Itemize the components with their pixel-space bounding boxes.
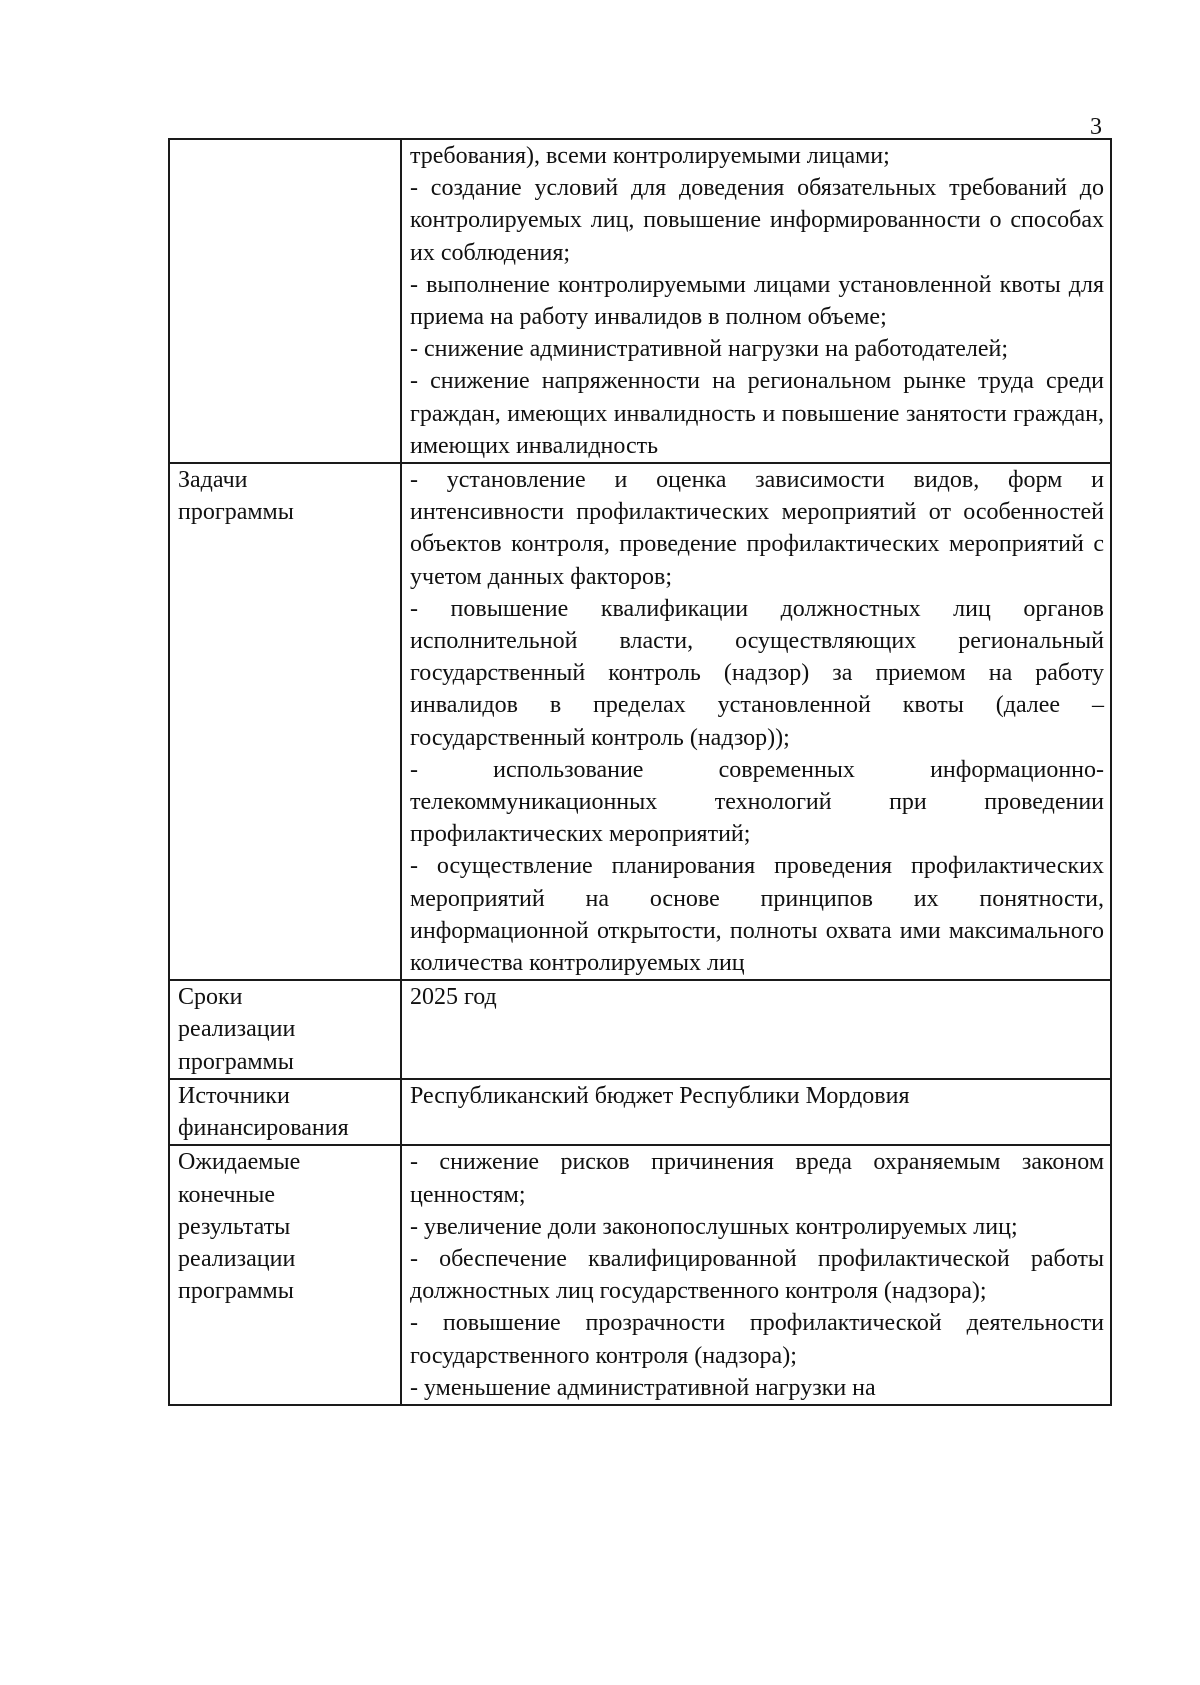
list-item: - использование современных информационно-телекоммуникационных технологий при проведении профилактических мероприятий; [410,756,1104,848]
row-label-line: программы [178,1048,294,1075]
list-item: - повышение прозрачности профилактической деятельности государственного контроля (надзора); [410,1310,1104,1369]
row-label-line: реализации [178,1245,296,1272]
list-item: Республиканский бюджет Республики Мордовия [410,1082,910,1109]
list-item: требования), всеми контролируемыми лицами; [410,143,890,169]
list-item: - установление и оценка зависимости видов, форм и интенсивности профилактических мероприятий от особенностей объектов контроля, проведение профилактических мероприятий с учетом данных факторов; [410,467,1104,590]
row-label [169,463,401,980]
page-number: 3 [1090,114,1102,140]
row-label-line: Сроки [178,984,243,1011]
row-label-line: результаты [178,1213,291,1240]
row-label-line: реализации [178,1016,296,1043]
table-row-tasks [169,463,1111,980]
row-label [169,1079,401,1145]
list-item: - обеспечение квалифицированной профилактической работы должностных лиц государственного контроля (надзора); [410,1245,1104,1305]
row-label [169,1145,401,1405]
table-row-expected-results [169,1145,1111,1405]
row-label [169,980,401,1079]
list-item: - выполнение контролируемыми лицами установленной квоты для приема на работу инвалидов в полном объеме; [410,271,1104,331]
row-label [169,139,401,463]
row-value [401,463,1111,980]
list-item: - создание условий для доведения обязательных требований до контролируемых лиц, повышение информированности о способах их соблюдения; [410,175,1104,266]
row-value [401,139,1111,463]
table-row-timeframe [169,980,1111,1079]
program-passport-table [168,138,1112,1406]
row-label-line: Задачи [178,467,248,494]
row-label-line: финансирования [178,1115,349,1142]
row-value [401,1079,1111,1145]
list-item: - осуществление планирования проведения профилактических мероприятий на основе принципов их понятности, информационной открытости, полноты охвата ими максимального количества контролируемых лиц [410,853,1104,977]
row-value [401,980,1111,1079]
table-row-funding [169,1079,1111,1145]
list-item: - снижение рисков причинения вреда охраняемым законом ценностям; [410,1149,1104,1208]
list-item: 2025 год [410,984,497,1011]
list-item: - снижение напряженности на региональном рынке труда среди граждан, имеющих инвалидность и повышение занятости граждан, имеющих инвалидность [410,368,1104,459]
list-item: - повышение квалификации должностных лиц органов исполнительной власти, осуществляющих региональный государственный контроль (надзор) за приемом на работу инвалидов в пределах установленной квоты (далее – государственный контроль (надзор)); [410,595,1104,751]
row-label-line: Источники [178,1082,290,1109]
row-label-line: программы [178,1278,294,1305]
row-label-line: конечные [178,1181,276,1208]
row-value [401,1145,1111,1405]
table-row-goals-continued [169,139,1111,463]
list-item: - снижение административной нагрузки на работодателей; [410,336,1009,363]
list-item: - увеличение доли законопослушных контролируемых лиц; [410,1213,1018,1240]
row-label-line: Ожидаемые [178,1149,301,1176]
row-label-line: программы [178,499,294,526]
list-item: - уменьшение административной нагрузки на [410,1374,876,1401]
